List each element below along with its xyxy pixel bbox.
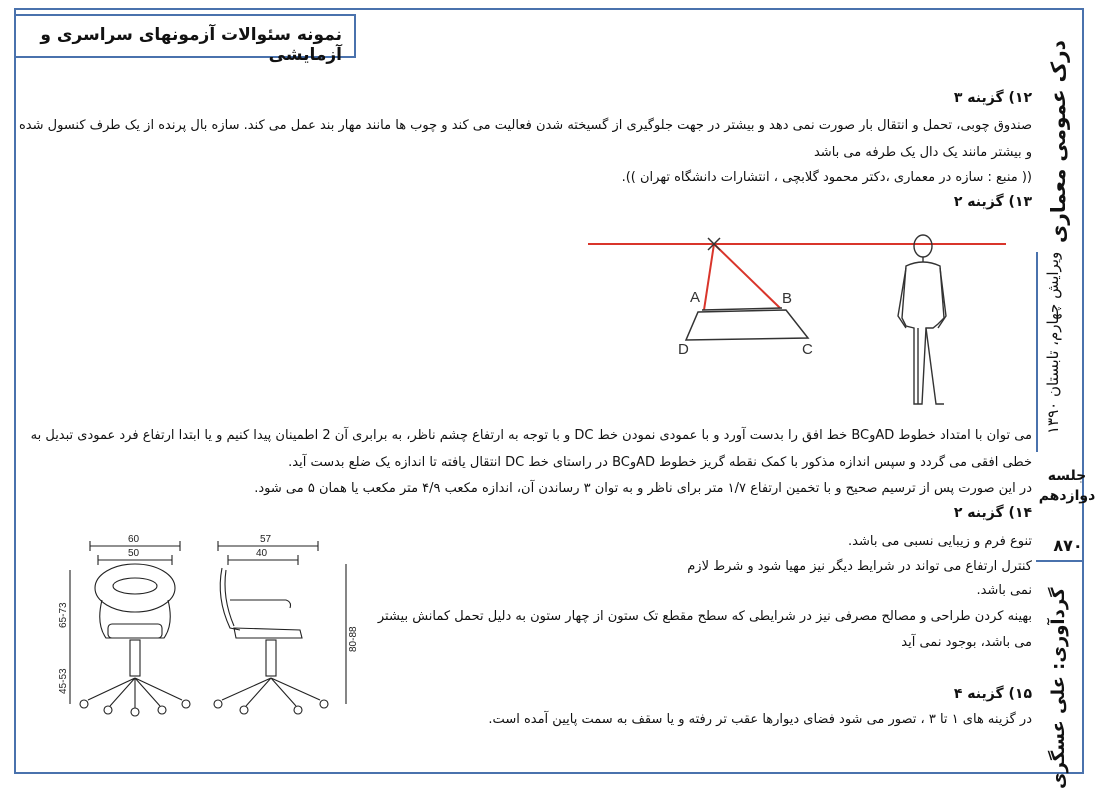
q13-heading: ۱۳) گزینه ۲	[953, 194, 1032, 210]
q15-text-line1: در گزینه های ۱ تا ۳ ، تصور می شود فضای دیوارها عقب تر رفته و یا سقف به سمت پایین آمده است.	[488, 712, 1032, 727]
q14-heading: ۱۴) گزینه ۲	[953, 505, 1032, 521]
dim-seat-height: 45-53	[58, 668, 69, 694]
session-word: جلسه	[1047, 468, 1087, 484]
q12-heading: ۱۲) گزینه ۳	[953, 90, 1032, 106]
sidebar-edition: ویرایش چهارم، تابستان ۱۳۹۰	[1044, 252, 1062, 435]
q14-text-line4: بهینه کردن طراحی و مصالح مصرفی نیز در شرایطی که سطح مقطع تک ستون از چهار ستون به دلیل تحمل کمانش بیشتر	[377, 609, 1032, 624]
point-c-label: C	[802, 341, 813, 358]
dim-front-outer: 60	[128, 534, 140, 545]
point-b-label: B	[782, 290, 793, 307]
session-label	[1036, 466, 1098, 506]
sidebar-subject: درک عمومی معماری	[1046, 40, 1070, 243]
q13-text-line1: می توان با امتداد خطوط ADوBC خط افق را بدست آورد و با عمودی نمودن خط DC و با توجه به ارتفاع چشم ناظر، به برابری آن 2 اطمینان پیدا کنیم و یا ابتدا ارتفاع فرد عمودی تبدیل به	[30, 428, 1032, 443]
point-a-label: A	[690, 289, 701, 306]
dim-front-inner: 50	[128, 548, 140, 559]
q12-text-line2: و بیشتر مانند یک دال یک طرفه می باشد	[813, 145, 1032, 160]
sidebar-author: گردآوری: علی عسگری	[1048, 588, 1069, 789]
page-title: نمونه سئوالات آزمونهای سراسری و آزمایشی	[40, 25, 342, 65]
q13-text-line3: در این صورت پس از ترسیم صحیح و با تخمین ارتفاع ۱/۷ متر برای ناظر و به توان ۳ رساندن آن، اندازه مکعب ۴/۹ متر مکعب یا همان ۵ می شود.	[254, 481, 1032, 496]
q14-text-line3: نمی باشد.	[976, 583, 1032, 598]
q14-text-line5: می باشد، بوجود نمی آید	[901, 635, 1032, 650]
q14-text-line1: تنوع فرم و زیبایی نسبی می باشد.	[848, 534, 1032, 549]
page-number: ۸۷۰	[1053, 536, 1083, 555]
q14-text-line2: کنترل ارتفاع می تواند در شرایط دیگر نیز مهیا شود و شرط لازم	[687, 559, 1032, 574]
title-box	[14, 14, 356, 65]
sidebar-divider	[1036, 252, 1038, 452]
sidebar-divider	[1036, 560, 1084, 562]
dim-side-outer: 57	[260, 534, 272, 545]
q15-heading: ۱۵) گزینه ۴	[953, 686, 1032, 702]
session-number: دوازدهم	[1038, 488, 1096, 504]
point-d-label: D	[678, 341, 689, 358]
q12-text-line1: صندوق چوبی، تحمل و انتقال بار صورت نمی دهد و بیشتر در جهت جلوگیری از گسیخته شدن فعالیت می کند و چوب ها مانند مهار بند عمل می کند. سازه بال پرنده از یک طرف کنسول شده	[19, 118, 1032, 133]
perspective-figure	[580, 228, 1010, 413]
q13-text-line2: خطی افقی می گردد و سپس اندازه مذکور با کمک نقطه گریز خطوط ADوBC در راستای خط DC انتقال یافته تا اندازه یک ضلع بدست آید.	[288, 455, 1032, 470]
dim-back-height: 65-73	[58, 602, 69, 628]
dim-side-inner: 40	[256, 548, 268, 559]
standing-person-icon	[898, 235, 946, 404]
dim-total-height: 80-88	[348, 626, 359, 652]
chair-drawings	[50, 528, 370, 718]
q12-source: (( منبع : سازه در معماری ،دکتر محمود گلابچی ، انتشارات دانشگاه تهران )).	[621, 170, 1032, 185]
